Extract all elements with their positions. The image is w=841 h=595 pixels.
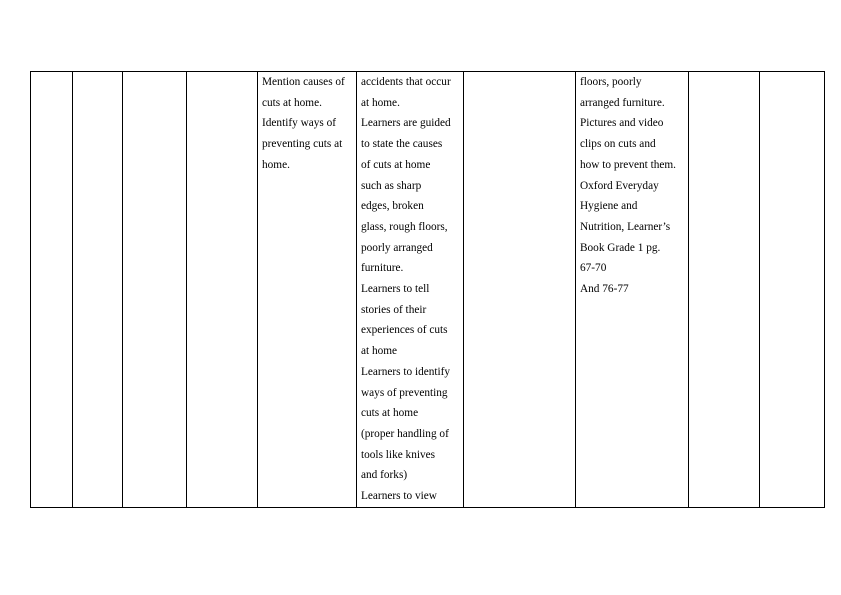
cell-strand [123,72,187,508]
cell-text-line: cuts at home. [262,96,322,109]
cell-text-line: to state the causes [361,138,443,151]
cell-text-line: of cuts at home [361,158,431,171]
cell-text-line: furniture. [361,262,404,275]
cell-week [31,72,73,508]
cell-key-inquiry-question [464,72,576,508]
cell-text-line: Learners to view [361,490,437,503]
cell-text-line: tools like knives [361,448,436,461]
cell-text-line: and forks) [361,469,408,482]
cell-text-line: home. [262,158,290,171]
cell-assessment [689,72,760,508]
cell-text-line: floors, poorly [580,76,642,88]
cell-text-line: glass, rough floors, [361,220,448,233]
cell-text-line: Identify ways of [262,117,337,130]
cell-text-line: Mention causes of [262,76,345,88]
cell-text-line: preventing cuts at [262,138,343,151]
cell-text-line: Oxford Everyday [580,179,659,192]
cell-learning-resources [576,72,689,508]
cell-text-line: arranged furniture. [580,96,665,109]
cell-text-line: 67-70 [580,262,607,275]
cell-text-line: clips on cuts and [580,138,656,151]
scheme-of-work-table [30,71,825,508]
cell-text-line: Learners are guided [361,117,451,130]
cell-text-line: experiences of cuts [361,324,448,337]
table-row [31,72,825,508]
cell-text-line: how to prevent them. [580,158,677,171]
cell-lesson [73,72,123,508]
cell-text-line: cuts at home [361,407,419,420]
cell-reflection [760,72,825,508]
cell-text-line: ways of preventing [361,386,448,399]
cell-sub-strand [187,72,258,508]
cell-text-line: Learners to identify [361,365,451,378]
cell-text-line: edges, broken [361,200,424,213]
cell-text-line: Hygiene and [580,200,638,213]
cell-text-line: accidents that occur [361,76,451,88]
cell-text-line: And 76-77 [580,283,629,296]
cell-text-line: (proper handling of [361,427,449,440]
cell-text-line: at home [361,345,398,358]
cell-text-line: stories of their [361,303,427,316]
cell-text-line: poorly arranged [361,241,433,254]
cell-learning-experiences [357,72,464,508]
cell-text-line: at home. [361,96,400,109]
cell-text-line: Book Grade 1 pg. [580,241,661,254]
cell-text-line: such as sharp [361,179,422,192]
cell-text-line: Nutrition, Learner’s [580,220,671,233]
cell-learning-outcomes [258,72,357,508]
cell-text-line: Learners to tell [361,283,430,296]
cell-text-line: Pictures and video [580,117,664,130]
